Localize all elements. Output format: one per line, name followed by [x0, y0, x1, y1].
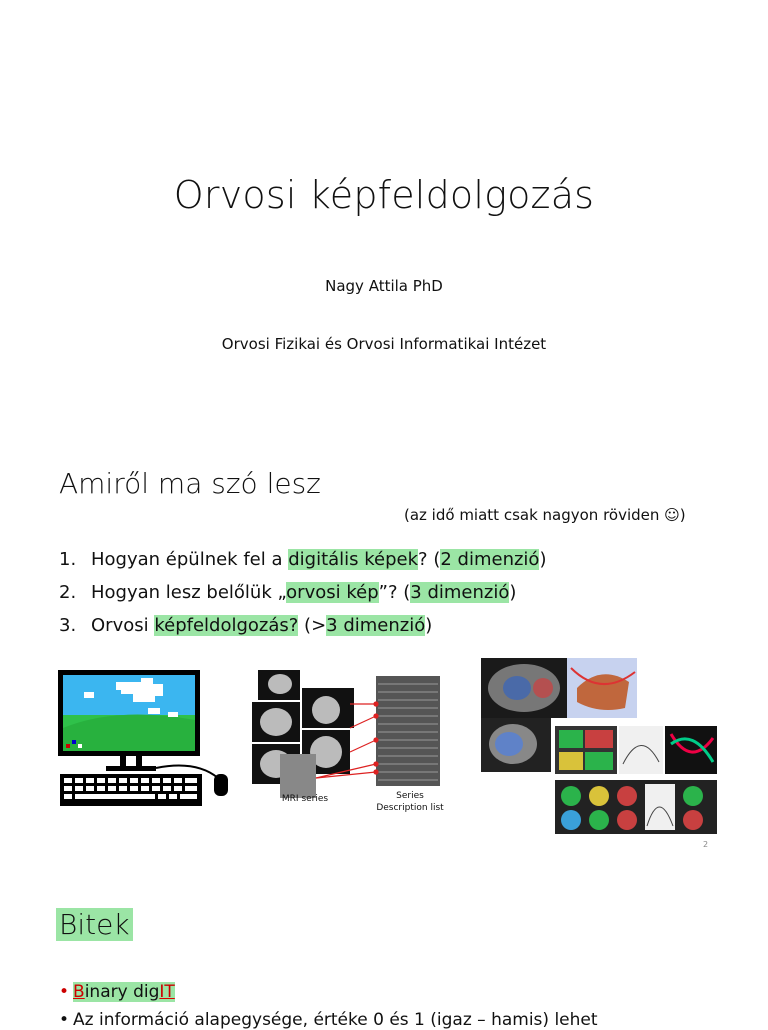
agenda-heading: Amiről ma szó lesz: [59, 467, 321, 500]
computer-illustration: [56, 668, 236, 810]
agenda-item: [59, 549, 546, 570]
bullet-dot: •: [59, 1010, 70, 1030]
agenda-item-highlight: digitális képek: [288, 549, 419, 570]
series-label-line1: Series: [396, 791, 424, 801]
agenda-item-number: 2.: [59, 582, 77, 603]
slide-title: Orvosi képfeldolgozás: [173, 173, 595, 217]
bullet-item: [59, 982, 175, 1002]
series-label-line2: Description list: [376, 803, 444, 813]
agenda-item-highlight: 3 dimenzió: [410, 582, 510, 603]
bullet-text: inary dig: [84, 982, 160, 1002]
agenda-item-highlight: 2 dimenzió: [440, 549, 540, 570]
agenda-item-highlight: orvosi kép: [286, 582, 379, 603]
agenda-item-text: ”? (: [378, 582, 411, 603]
agenda-item-text: ? (: [418, 549, 441, 570]
bullet-letters-it: IT: [159, 982, 175, 1002]
bullet-dot: •: [59, 982, 70, 1002]
agenda-item-text: ): [539, 549, 547, 570]
mri-series-label: MRI series: [281, 794, 329, 804]
agenda-item-text: Orvosi: [91, 615, 155, 636]
bullet-item: [59, 1010, 598, 1030]
agenda-item-text: ): [425, 615, 433, 636]
agenda-item-text: Hogyan épülnek fel a: [91, 549, 289, 570]
agenda-item: [59, 615, 432, 636]
agenda-item-highlight: képfeldolgozás?: [154, 615, 299, 636]
author-name: Nagy Attila PhD: [325, 277, 443, 295]
agenda-item-text: (>: [298, 615, 327, 636]
agenda-item: [59, 582, 516, 603]
agenda-subtitle: (az idő miatt csak nagyon röviden ☺): [404, 506, 686, 524]
bullet-letter-b: B: [73, 982, 85, 1002]
agenda-item-number: 1.: [59, 549, 77, 570]
bullet-text: Az információ alapegysége, értéke 0 és 1 (igaz – hamis) lehet: [73, 1010, 598, 1030]
page-number: 2: [703, 840, 709, 849]
agenda-item-number: 3.: [59, 615, 77, 636]
agenda-item-highlight: 3 dimenzió: [326, 615, 426, 636]
image-processing-collage: [481, 658, 717, 834]
mri-series-figure: [250, 668, 445, 818]
institution-name: Orvosi Fizikai és Orvosi Informatikai Intézet: [221, 335, 547, 353]
bits-heading: Bitek: [56, 908, 133, 941]
agenda-item-text: Hogyan lesz belőlük „: [91, 582, 287, 603]
agenda-item-text: ): [509, 582, 517, 603]
